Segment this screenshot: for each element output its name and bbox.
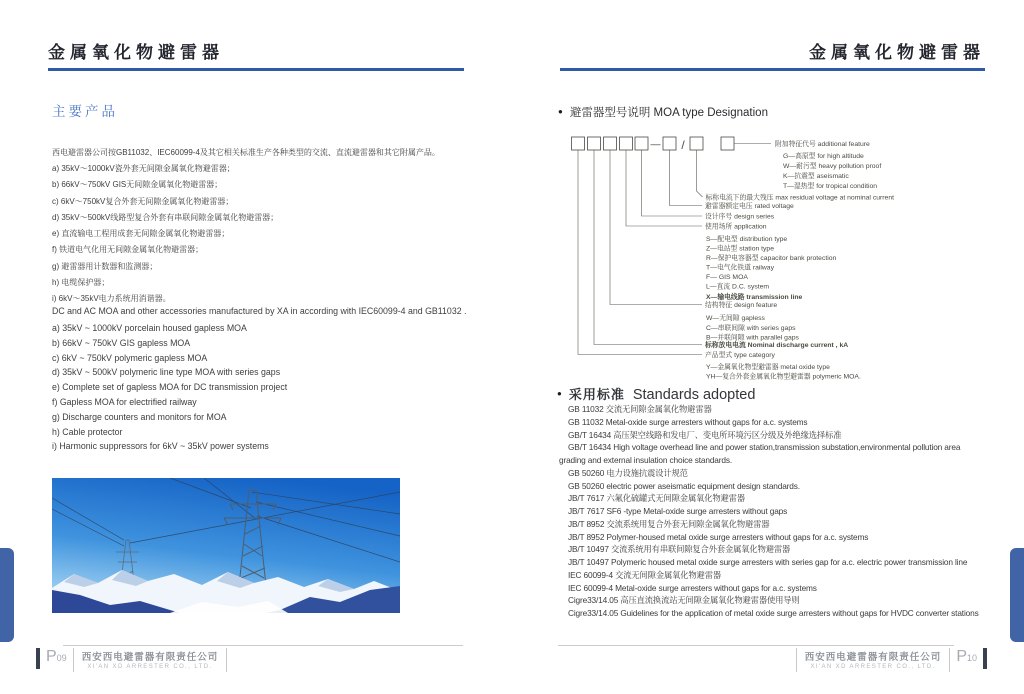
left-title-rule	[48, 68, 464, 71]
diagram-label: 避雷器额定电压 rated voltage	[705, 203, 794, 210]
diagram-label: L—直流 D.C. system	[706, 283, 770, 291]
diagram-label: 结构特征 design feature	[705, 302, 778, 309]
left-edge-tab	[0, 548, 14, 642]
diagram-label: C—串联间隙 with series gaps	[706, 325, 796, 332]
diagram-label: W—无间隙 gapless	[706, 315, 765, 322]
product-list-zh	[52, 161, 278, 308]
diagram-label: Z—电站型 station type	[706, 245, 774, 253]
standard-line: JB/T 7617 SF6 -type Metal-oxide surge arresters without gaps	[568, 506, 788, 516]
dash-separator: —	[650, 139, 661, 151]
list-item: e) Complete set of gapless MOA for DC transmission project	[52, 382, 288, 393]
bullet-icon: ●	[557, 389, 562, 398]
standard-line: GB 11032 交流无间隙金属氧化物避雷器	[568, 404, 712, 414]
standard-line: Cigre33/14.05 高压直流换流站无间隙金属氧化物避雷器使用导则	[568, 595, 800, 606]
standard-line: GB 50260 electric power aseismatic equipment design standards.	[568, 480, 800, 491]
company-name-zh: 西安西电避雷器有限责任公司	[804, 652, 942, 663]
diagram-label: T—电气化铁道 railway	[706, 264, 774, 272]
right-page-title: 金属氧化物避雷器	[809, 43, 985, 62]
left-footer-rule	[63, 645, 463, 646]
diagram-label: 标称电流下的最大残压 max residual voltage at nominal current	[705, 194, 894, 202]
bullet-icon: ●	[558, 107, 563, 116]
list-item: f) Gapless MOA for electrified railway	[52, 396, 197, 407]
standard-line: GB/T 16434 High voltage overhead line and power station,transmission substation,environmental pollution area	[568, 442, 961, 453]
list-item: e) 直流输电工程用成套无间隙金属氧化物避雷器；	[52, 229, 230, 239]
standard-line: GB 11032 Metal-oxide surge arresters without gaps for a.c. systems	[568, 416, 808, 427]
list-item: c) 6kV ~ 750kV polymeric gapless MOA	[52, 352, 208, 363]
company-box	[73, 648, 228, 672]
diagram-label: 标称放电电流 Nominal discharge current , kA	[705, 342, 849, 349]
list-item: g) Discharge counters and monitors for MOA	[52, 411, 227, 422]
diagram-label: Y—金属氧化物型避雷器 metal oxide type	[706, 364, 830, 371]
standard-line: IEC 60099-4 交流无间隙金属氧化物避雷器	[568, 569, 722, 580]
standard-line: Cigre33/14.05 Guidelines for the application of metal oxide surge arresters without gaps for HVDC converter stations	[568, 608, 979, 618]
diagram-label: F— GIS MOA	[706, 274, 748, 281]
list-item: f) 铁道电气化用无间隙金属氧化物避雷器；	[52, 245, 204, 255]
standard-line: IEC 60099-4 Metal-oxide surge arresters without gaps for a.c. systems	[568, 582, 817, 593]
list-item: b) 66kV ~ 750kV GIS gapless MOA	[52, 337, 191, 348]
main-products-heading: 主要产品	[52, 104, 118, 119]
standard-line: GB 50260 电力设施抗震设计规范	[568, 467, 688, 478]
list-item: g) 避雷器用计数器和监测器；	[52, 261, 158, 271]
left-footer	[36, 648, 227, 672]
list-item: i) 6kV～35kV电力系统用消谐器。	[52, 294, 171, 304]
list-item: i) Harmonic suppressors for 6kV ~ 35kV power systems	[52, 441, 269, 452]
company-name-en: XI'AN XD ARRESTER CO., LTD.	[87, 664, 213, 670]
right-edge-tab	[1010, 548, 1024, 642]
standards-section-heading	[557, 384, 755, 404]
intro-paragraph-zh: 西电避雷器公司按GB11032、IEC60099-4及其它相关标准生产各种类型的交流、直流避雷器和其它附属产品。	[52, 148, 440, 157]
slash-separator: /	[681, 138, 685, 152]
right-footer-rule	[558, 645, 954, 646]
standard-line: grading and external insulation choice standards.	[559, 455, 732, 465]
diagram-label: G—高原型 for high altitude	[783, 153, 864, 160]
list-item: h) Cable protector	[52, 426, 123, 437]
diagram-label: YH—复合外套金属氧化物型避雷器 polymeric MOA.	[706, 373, 861, 381]
diagram-label: X—输电线路 transmission line	[706, 294, 803, 301]
designation-labels	[704, 139, 894, 381]
page-letter: P	[956, 648, 967, 665]
page-number	[46, 648, 67, 667]
diagram-label: 设计序号 design series	[705, 213, 775, 221]
left-page-title: 金属氧化物避雷器	[48, 43, 224, 62]
list-item: d) 35kV～500kV线路型复合外套有串联间隙金属氧化物避雷器；	[52, 212, 279, 222]
page-digits: 10	[966, 653, 977, 663]
diagram-label: 使用场所 application	[705, 223, 767, 231]
list-item: b) 66kV～750kV GIS无间隙金属氧化物避雷器；	[52, 180, 223, 190]
standards-list	[559, 403, 1017, 620]
standard-line: JB/T 8952 交流系统用复合外套无间隙金属氧化物避雷器	[568, 518, 770, 529]
diagram-label: R—保护电容器型 capacitor bank protection	[706, 255, 837, 262]
list-item: d) 35kV ~ 500kV polymeric line type MOA with series gaps	[52, 367, 281, 378]
company-box	[796, 648, 951, 672]
diagram-label: 产品型式 type category	[705, 352, 775, 359]
diagram-label: B—并联间隙 with parallel gaps	[706, 334, 799, 342]
photo-transmission-towers	[52, 478, 400, 613]
diagram-label: S—配电型 distribution type	[706, 236, 788, 243]
standard-line: JB/T 8952 Polymer-housed metal oxide surge arresters without gaps for a.c. systems	[568, 531, 869, 542]
standard-line: GB/T 16434 高压架空线路和发电厂、变电所环境污区分级及外绝缘选择标准	[568, 429, 842, 440]
diagram-label: W—耐污型 heavy pollution proof	[783, 163, 882, 170]
designation-section-heading	[558, 104, 768, 120]
standard-line: JB/T 10497 交流系统用有串联间隙复合外套金属氧化物避雷器	[568, 544, 791, 555]
product-list-en	[52, 321, 287, 454]
list-item: c) 6kV～750kV复合外套无间隙金属氧化物避雷器；	[52, 196, 234, 206]
intro-paragraph-en: DC and AC MOA and other accessories manufactured by XA in according with IEC60099-4 and GB11032 .	[52, 306, 467, 316]
company-name-en: XI'AN XD ARRESTER CO., LTD.	[810, 664, 936, 670]
page-number	[956, 648, 977, 667]
list-item: a) 35kV ~ 1000kV porcelain housed gapless MOA	[52, 323, 247, 333]
page-number-bar	[983, 648, 987, 669]
page-digits: 09	[56, 653, 67, 663]
diagram-label: K—抗震型 aseismatic	[783, 173, 849, 180]
standard-line: JB/T 7617 六氟化硫罐式无间隙金属氧化物避雷器	[568, 493, 745, 504]
diagram-label: 附加特征代号 additional feature	[775, 141, 870, 148]
list-item: h) 电缆保护器；	[52, 278, 110, 288]
right-title-rule	[560, 68, 985, 71]
page-letter: P	[46, 648, 57, 665]
page-number-bar	[36, 648, 40, 669]
right-footer	[796, 648, 987, 672]
company-name-zh: 西安西电避雷器有限责任公司	[81, 652, 219, 663]
standard-line: JB/T 10497 Polymeric housed metal oxide surge arresters with series gap for a.c. electric power transmission line	[568, 557, 968, 567]
list-item: a) 35kV～1000kV瓷外套无间隙金属氧化物避雷器；	[52, 164, 235, 173]
designation-title: 避雷器型号说明 MOA type Designation	[569, 107, 768, 119]
moa-type-designation-diagram	[556, 128, 1018, 390]
standards-title-en: Standards adopted	[632, 387, 756, 403]
standards-title-zh: 采用标准	[568, 387, 625, 402]
diagram-label: T—湿热型 for tropical condition	[783, 183, 878, 190]
